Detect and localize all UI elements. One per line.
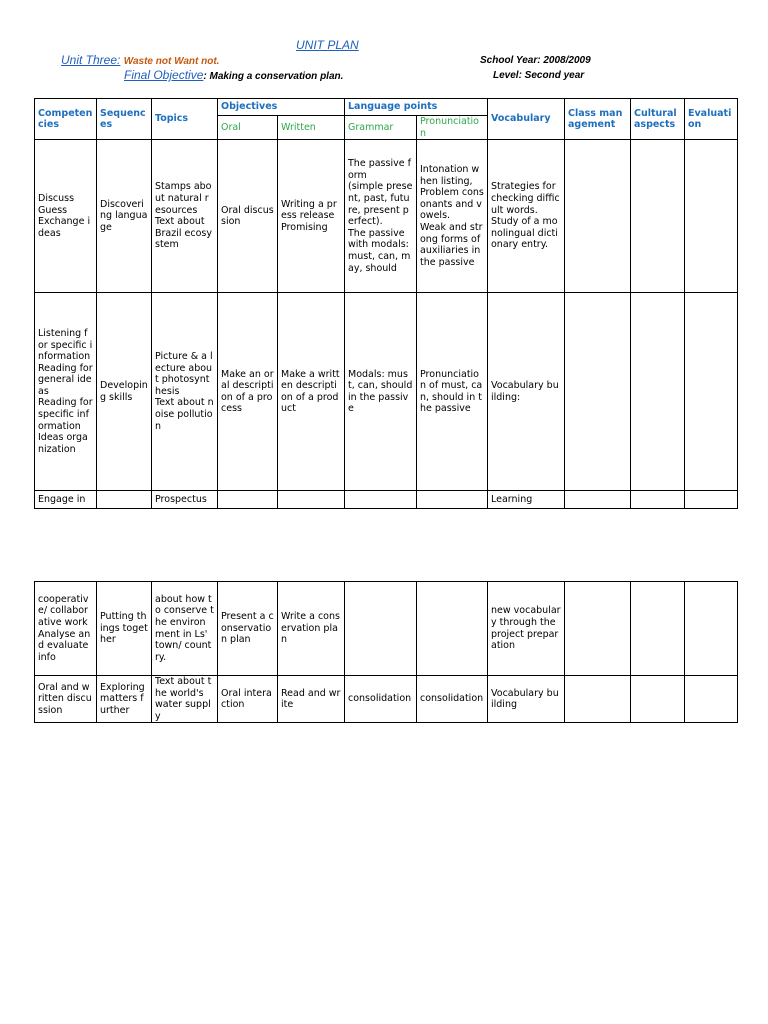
level: Level: Second year xyxy=(493,70,585,81)
cell-class-management xyxy=(565,676,631,723)
cell-sequences: Exploring matters further xyxy=(97,676,152,723)
cell-oral xyxy=(218,491,278,509)
cell-class-management xyxy=(565,582,631,676)
cell-oral: Make an oral description of a process xyxy=(218,293,278,491)
header-objectives: Objectives xyxy=(218,99,345,116)
cell-class-management xyxy=(565,293,631,491)
cell-pronunciation: Pronunciation of must, can, should in the passive xyxy=(417,293,488,491)
cell-grammar: consolidation xyxy=(345,676,417,723)
unit-plan-table-continued xyxy=(34,581,738,723)
header-sequences: Sequences xyxy=(97,99,152,140)
cell-evaluation xyxy=(685,491,738,509)
cell-topics: Prospectus xyxy=(152,491,218,509)
cell-vocabulary: new vocabulary through the project preparation xyxy=(488,582,565,676)
table-row xyxy=(35,491,738,509)
cell-topics: about how to conserve the environment in Ls' town/ country. xyxy=(152,582,218,676)
cell-evaluation xyxy=(685,293,738,491)
cell-sequences xyxy=(97,491,152,509)
unit-label: Unit Three: xyxy=(61,53,121,67)
cell-written: Write a conservation plan xyxy=(278,582,345,676)
table-row xyxy=(35,293,738,491)
cell-written: Read and write xyxy=(278,676,345,723)
cell-oral: Present a conservation plan xyxy=(218,582,278,676)
cell-vocabulary: Vocabulary building xyxy=(488,676,565,723)
cell-competencies: Oral and written discussion xyxy=(35,676,97,723)
header-oral: Oral xyxy=(218,116,278,140)
cell-vocabulary: Learning xyxy=(488,491,565,509)
school-year: School Year: 2008/2009 xyxy=(480,55,591,66)
cell-class-management xyxy=(565,491,631,509)
header-competencies: Competencies xyxy=(35,99,97,140)
cell-topics: Stamps about natural resources Text about Brazil ecosystem xyxy=(152,140,218,293)
header-class-management: Class management xyxy=(565,99,631,140)
cell-sequences: Putting things together xyxy=(97,582,152,676)
page-title: UNIT PLAN xyxy=(296,38,359,52)
cell-cultural-aspects xyxy=(631,491,685,509)
header-pronunciation: Pronunciation xyxy=(417,116,488,140)
cell-grammar xyxy=(345,582,417,676)
cell-written: Make a written description of a product xyxy=(278,293,345,491)
cell-evaluation xyxy=(685,582,738,676)
cell-competencies: Discuss Guess Exchange ideas xyxy=(35,140,97,293)
header-topics: Topics xyxy=(152,99,218,140)
objective-value: : Making a conservation plan. xyxy=(203,71,344,82)
unit-plan-table xyxy=(34,98,738,509)
cell-competencies: Engage in xyxy=(35,491,97,509)
cell-topics: Text about the world's water supply xyxy=(152,676,218,723)
cell-sequences: Developing skills xyxy=(97,293,152,491)
cell-cultural-aspects xyxy=(631,582,685,676)
cell-evaluation xyxy=(685,676,738,723)
cell-competencies: cooperative/ collaborative work Analyse and evaluate info xyxy=(35,582,97,676)
cell-vocabulary: Strategies for checking difficult words. Study of a monolingual dictionary entry. xyxy=(488,140,565,293)
cell-written: Writing a press release Promising xyxy=(278,140,345,293)
cell-pronunciation: Intonation when listing, Problem consonants and vowels. Weak and strong forms of auxiliaries in the passive xyxy=(417,140,488,293)
header-vocabulary: Vocabulary xyxy=(488,99,565,140)
table-body-2 xyxy=(35,582,738,723)
cell-pronunciation: consolidation xyxy=(417,676,488,723)
unit-line xyxy=(61,53,219,67)
cell-evaluation xyxy=(685,140,738,293)
cell-cultural-aspects xyxy=(631,676,685,723)
table-row xyxy=(35,676,738,723)
unit-value: Waste not Want not. xyxy=(123,56,220,67)
header-evaluation: Evaluation xyxy=(685,99,738,140)
header-written: Written xyxy=(278,116,345,140)
cell-vocabulary: Vocabulary building: xyxy=(488,293,565,491)
objective-line xyxy=(124,68,343,82)
cell-grammar: The passive form (simple present, past, future, present perfect). The passive with modals: must, can, may, should xyxy=(345,140,417,293)
cell-competencies: Listening for specific information Reading for general ideas Reading for specific information Ideas organization xyxy=(35,293,97,491)
cell-oral: Oral discussion xyxy=(218,140,278,293)
objective-label: Final Objective xyxy=(124,68,204,82)
cell-sequences: Discovering language xyxy=(97,140,152,293)
cell-oral: Oral interaction xyxy=(218,676,278,723)
cell-pronunciation xyxy=(417,491,488,509)
table-row xyxy=(35,582,738,676)
cell-topics: Picture & a lecture about photosynthesis Text about noise pollution xyxy=(152,293,218,491)
cell-pronunciation xyxy=(417,582,488,676)
cell-grammar: Modals: must, can, should in the passive xyxy=(345,293,417,491)
table-row xyxy=(35,140,738,293)
cell-cultural-aspects xyxy=(631,293,685,491)
cell-written xyxy=(278,491,345,509)
cell-class-management xyxy=(565,140,631,293)
cell-cultural-aspects xyxy=(631,140,685,293)
header-cultural-aspects: Cultural aspects xyxy=(631,99,685,140)
header-language-points: Language points xyxy=(345,99,488,116)
header-grammar: Grammar xyxy=(345,116,417,140)
cell-grammar xyxy=(345,491,417,509)
table-body-1 xyxy=(35,140,738,509)
